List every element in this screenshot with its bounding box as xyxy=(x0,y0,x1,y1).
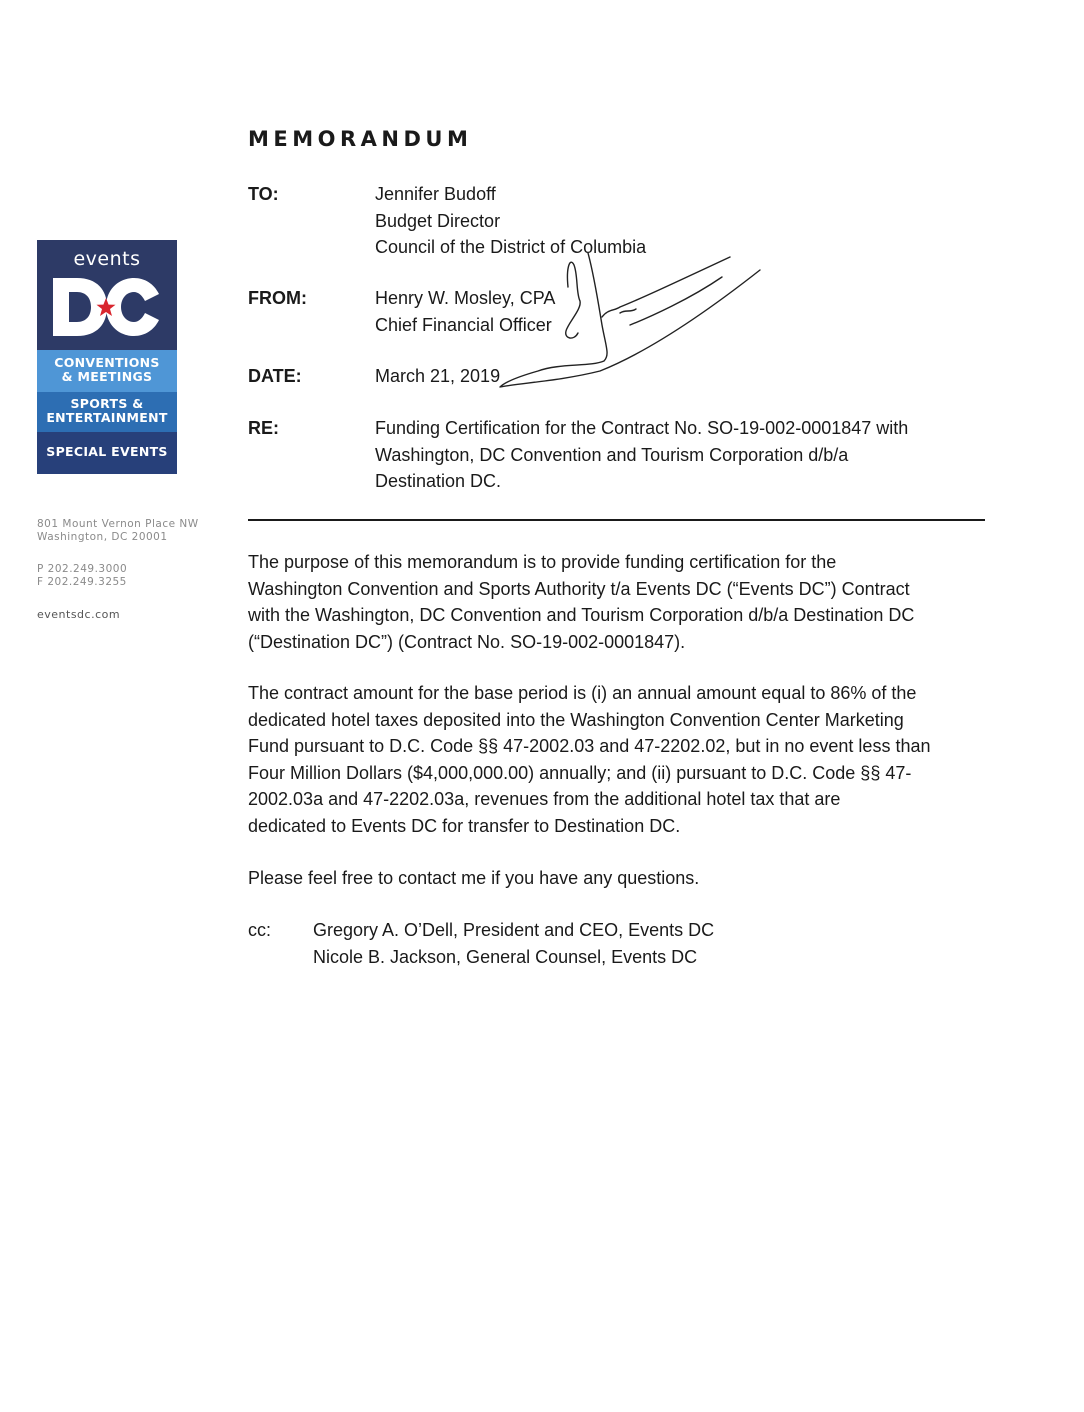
logo-line-conventions: CONVENTIONS xyxy=(54,355,160,370)
to-line: Jennifer Budoff xyxy=(375,184,496,204)
from-line: Chief Financial Officer xyxy=(375,314,552,335)
logo-events-text: events xyxy=(73,248,141,270)
re-line: Funding Certification for the Contract No. SO-19-002-0001847 with xyxy=(375,418,909,438)
from-block xyxy=(375,285,555,338)
paragraph-line: dedicated to Events DC for transfer to Destination DC. xyxy=(248,815,681,836)
paragraph-line: Washington Convention and Sports Authority t/a Events DC (“Events DC”) Contract xyxy=(248,578,910,599)
logo-line-entertainment: ENTERTAINMENT xyxy=(46,410,168,425)
paragraph-contract-amount xyxy=(248,680,988,839)
paragraph-line: dedicated hotel taxes deposited into the Washington Convention Center Marketing xyxy=(248,709,904,730)
address-phone: P 202.249.3000 xyxy=(37,563,128,575)
address-city: Washington, DC 20001 xyxy=(37,531,168,543)
paragraph-line: (“Destination DC”) (Contract No. SO-19-002-0001847). xyxy=(248,631,686,652)
re-block xyxy=(375,415,908,495)
to-block xyxy=(375,181,646,261)
re-line: Destination DC. xyxy=(375,471,502,491)
memo-title: MEMORANDUM xyxy=(248,127,473,151)
cc-list xyxy=(313,917,714,970)
paragraph-line: Four Million Dollars ($4,000,000.00) annually; and (ii) pursuant to D.C. Code §§ 47- xyxy=(248,762,912,783)
logo-line-special-events: SPECIAL EVENTS xyxy=(46,444,168,459)
paragraph-line: Fund pursuant to D.C. Code §§ 47-2002.03 and 47-2202.02, but in no event less than xyxy=(248,736,931,756)
to-line: Budget Director xyxy=(375,210,501,231)
cc-recipient: Nicole B. Jackson, General Counsel, Events DC xyxy=(313,946,698,967)
date-value: March 21, 2019 xyxy=(375,366,501,386)
logo-band-sports xyxy=(37,392,177,432)
logo-line-sports: SPORTS & xyxy=(70,396,144,411)
address-fax: F 202.249.3255 xyxy=(37,576,127,588)
date-label: DATE: xyxy=(248,366,302,386)
re-line: Washington, DC Convention and Tourism Corporation d/b/a xyxy=(375,444,849,465)
to-line: Council of the District of Columbia xyxy=(375,237,647,257)
from-label: FROM: xyxy=(248,288,307,308)
logo-band-conventions xyxy=(37,350,177,392)
logo-line-meetings: & MEETINGS xyxy=(61,369,153,384)
from-line: Henry W. Mosley, CPA xyxy=(375,288,556,308)
cc-label: cc: xyxy=(248,920,272,940)
paragraph-line: with the Washington, DC Convention and Tourism Corporation d/b/a Destination DC xyxy=(248,605,915,625)
address-website[interactable]: eventsdc.com xyxy=(37,608,121,621)
events-dc-logo xyxy=(37,240,177,474)
paragraph-purpose xyxy=(248,549,988,655)
paragraph-line: 2002.03a and 47-2202.03a, revenues from the additional hotel tax that are xyxy=(248,789,841,809)
header-divider xyxy=(248,519,985,521)
address-street: 801 Mount Vernon Place NW xyxy=(37,518,199,530)
to-label: TO: xyxy=(248,184,279,204)
logo-band-special-events xyxy=(37,432,177,474)
re-label: RE: xyxy=(248,418,279,438)
paragraph-contact: Please feel free to contact me if you have any questions. xyxy=(248,868,700,888)
cc-recipient: Gregory A. O’Dell, President and CEO, Events DC xyxy=(313,920,715,940)
paragraph-line: The contract amount for the base period is (i) an annual amount equal to 86% of the xyxy=(248,683,917,703)
logo-dc-mark xyxy=(51,276,163,338)
paragraph-line: The purpose of this memorandum is to provide funding certification for the xyxy=(248,552,837,572)
